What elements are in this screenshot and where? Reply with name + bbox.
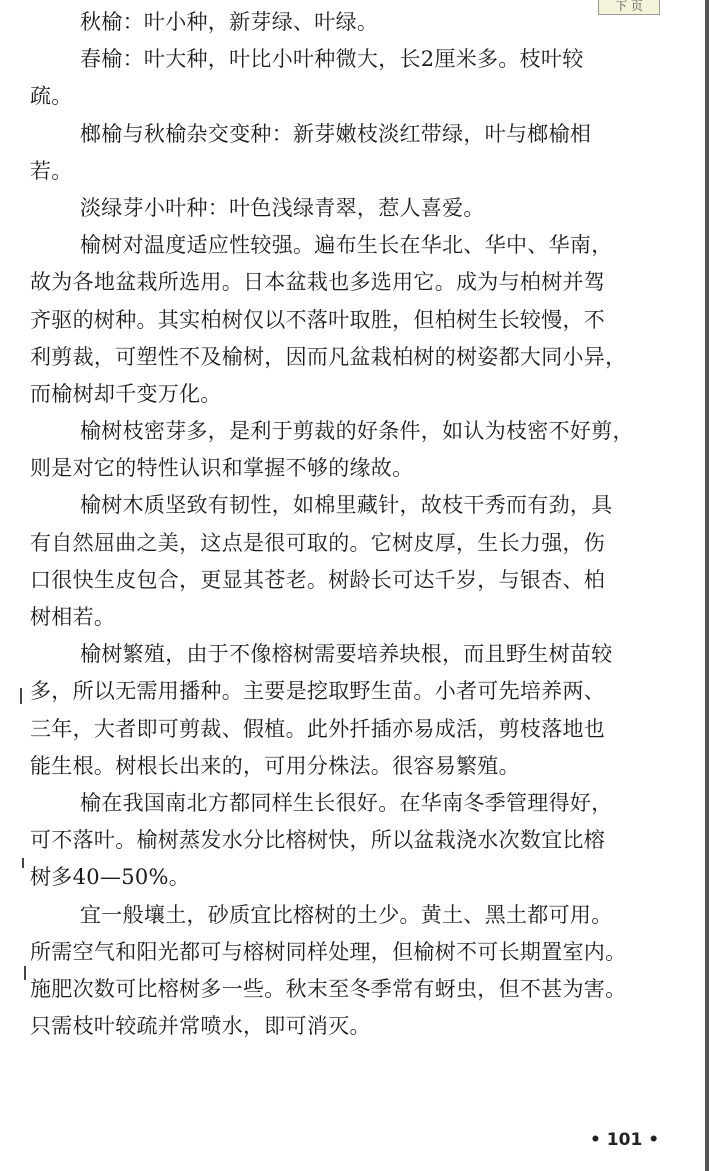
text-line: 多，所以无需用播种。主要是挖取野生苗。小者可先培养两、: [30, 679, 606, 704]
text-line: 若。: [30, 158, 73, 183]
margin-mark: [20, 688, 22, 704]
text-line: 利剪裁，可塑性不及榆树，因而凡盆栽柏树的树姿都大同小异，: [30, 344, 627, 369]
text-line: 所需空气和阳光都可与榕树同样处理，但榆树不可长期置室内。: [30, 939, 627, 964]
text-line: 有自然屈曲之美，这点是很可取的。它树皮厚，生长力强，伤: [30, 530, 606, 555]
text-line: 疏。: [30, 84, 73, 109]
text-line: 口很快生皮包合，更显其苍老。树龄长可达千岁，与银杏、柏: [30, 567, 606, 592]
text-line: 树多40—50%。: [30, 865, 191, 890]
text-line: 可不落叶。榆树蒸发水分比榕树快，所以盆栽浇水次数宜比榕: [30, 828, 606, 853]
text-line: 则是对它的特性认识和掌握不够的缘故。: [30, 456, 414, 481]
page-number: • 101 •: [590, 1130, 660, 1150]
text-line: 春榆：叶大种，叶比小叶种微大，长2厘米多。枝叶较: [80, 47, 584, 72]
text-line: 榆在我国南北方都同样生长很好。在华南冬季管理得好，: [80, 790, 613, 815]
page-tab-label: 下 页: [615, 0, 643, 13]
text-line: 三年，大者即可剪裁、假植。此外扦插亦易成活，剪枝落地也: [30, 716, 606, 741]
text-line: 故为各地盆栽所选用。日本盆栽也多选用它。成为与柏树并驾: [30, 270, 606, 295]
text-line: 施肥次数可比榕树多一些。秋末至冬季常有蚜虫，但不甚为害。: [30, 976, 627, 1001]
text-line: 只需枝叶较疏并常喷水，即可消灭。: [30, 1014, 371, 1039]
text-line: 榔榆与秋榆杂交变种：新芽嫩枝淡红带绿，叶与榔榆相: [80, 121, 592, 146]
body-text: [30, 4, 686, 1045]
text-line: 榆树木质坚致有韧性，如棉里藏针，故枝干秀而有劲，具: [80, 493, 613, 518]
text-line: 齐驱的树种。其实柏树仅以不落叶取胜，但柏树生长较慢，不: [30, 307, 606, 332]
text-line: 秋榆：叶小种，新芽绿、叶绿。: [80, 10, 379, 34]
text-line: 能生根。树根长出来的，可用分株法。很容易繁殖。: [30, 753, 520, 778]
page-edge: [705, 0, 709, 1171]
text-line: 宜一般壤土，砂质宜比榕树的土少。黄土、黑土都可用。: [80, 902, 613, 927]
text-line: 榆树枝密芽多，是利于剪裁的好条件，如认为枝密不好剪，: [80, 419, 634, 444]
margin-mark: [24, 966, 26, 980]
text-line: 淡绿芽小叶种：叶色浅绿青翠，惹人喜爱。: [80, 195, 485, 220]
margin-mark: [22, 858, 24, 868]
text-line: 榆树繁殖，由于不像榕树需要培养块根，而且野生树苗较: [80, 642, 613, 667]
text-line: 树相若。: [30, 605, 116, 629]
text-line: 而榆树却千变万化。: [30, 381, 222, 406]
text-line: 榆树对温度适应性较强。遍布生长在华北、华中、华南，: [80, 233, 613, 258]
